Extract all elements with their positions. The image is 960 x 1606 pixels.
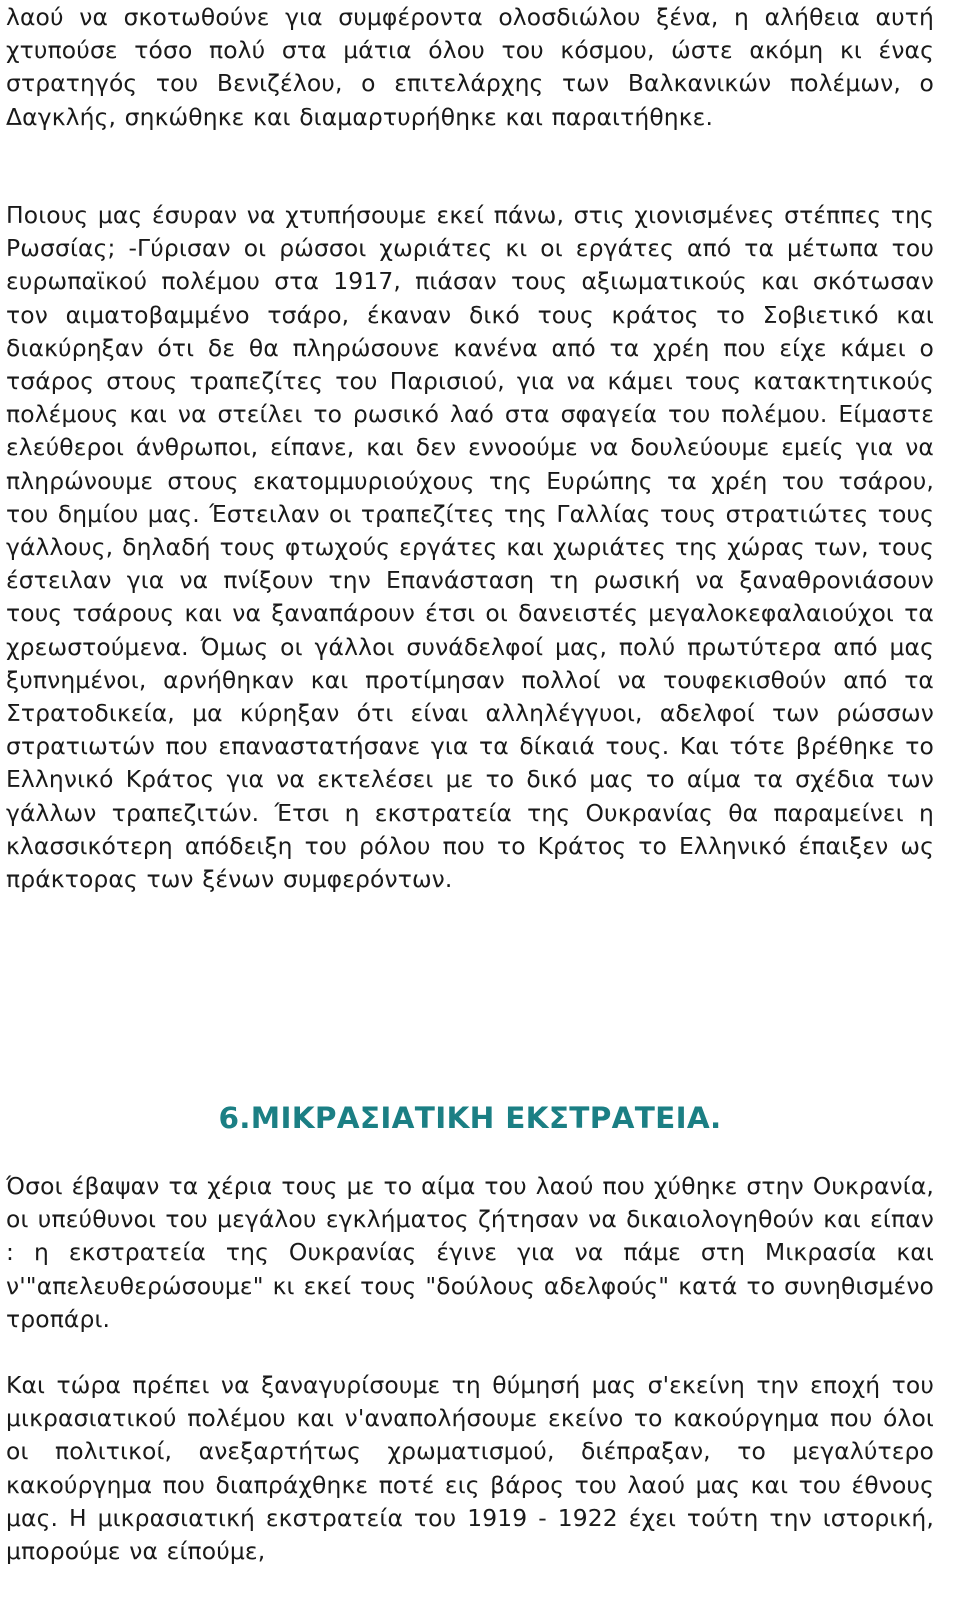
paragraph-justification: Όσοι έβαψαν τα χέρια τους με το αίμα του λαού που χύθηκε στην Ουκρανία, οι υπεύθυνοι του μεγάλου εγκλήματος ζήτησαν να δικαιολογηθούν και είπαν : η εκστρατεία της Ουκρανίας έγινε για να πάμε στη Μικρασία και ν'"απελευθερώσουμε" κι εκεί τους "δούλους αδελφούς" κατά το συνηθισμένο τροπάρι. (6, 1172, 934, 1333)
paragraph-ukraine-campaign: Ποιους μας έσυραν να χτυπήσουμε εκεί πάνω, στις χιονισμένες στέππες της Ρωσσίας; -Γύρισαν οι ρώσσοι χωριάτες κι οι εργάτες από τα μέτωπα του ευρωπαϊκού πολέμου στα 1917, πιάσαν τους αξιωματικούς και σκότωσαν τον αιματοβαμμένο τσάρο, έκαναν δικό τους κράτος το Σοβιετικό και διακύρηξαν ότι δε θα πληρώσουνε κανένα από τα χρέη που είχε κάμει ο τσάρος στους τραπεζίτες του Παρισιού, για να κάμει τους κατακτητικούς πολέμους και να στείλει το ρωσικό λαό στα σφαγεία του πολέμου. Είμαστε ελεύθεροι άνθρωποι, είπανε, και δεν εννοούμε να δουλεύουμε εμείς για να πληρώνουμε στους εκατομμυριούχους της Ευρώπης τα χρέη του τσάρου, του δημίου μας. Έστειλαν οι τραπεζίτες της Γαλλίας τους στρατιώτες τους γάλλους, δηλαδή τους φτωχούς εργάτες και χωριάτες της χώρας των, τους έστειλαν για να πνίξουν την Επανάσταση τη ρωσική να ξαναθρονιάσουν τους τσάρους και να ξαναπάρουν έτσι οι δανειστές μεγαλοκεφαλαιούχοι τα χρεωστούμενα. Όμως οι γάλλοι συνάδελφοί μας, πολύ πρωτύτερα από μας ξυπνημένοι, αρνήθηκαν και προτίμησαν πολλοί να τουφεκισθούν από τα Στρατοδικεία, μα κύρηξαν ότι είναι αλληλέγγυοι, αδελφοί των ρώσσων στρατιωτών που επαναστατήσανε για τα δίκαιά τους. Και τότε βρέθηκε το Ελληνικό Κράτος για να εκτελέσει με το δικό μας το αίμα τα σχέδια των γάλλων τραπεζιτών. Έτσι η εκστρατεία της Ουκρανίας θα παραμείνει η κλασσικότερη απόδειξη του ρόλου που το Κράτος το Ελληνικό έπαιξεν ως πράκτορας των ξένων συμφερόντων. (6, 201, 934, 894)
paragraph-asia-minor: Και τώρα πρέπει να ξαναγυρίσουμε τη θύμησή μας σ'εκείνη την εποχή του μικρασιατικού πολέμου και ν'αναπολήσουμε εκείνο το κακούργημα που όλοι οι πολιτικοί, ανεξαρτήτως χρωματισμού, διέπραξαν, το μεγαλύτερο κακούργημα που διαπράχθηκε ποτέ εις βάρος του λαού μας και του έθνους μας. Η μικρασιατική εκστρατεία του 1919 - 1922 έχει τούτη την ιστορική, μπορούμε να είπούμε, (6, 1371, 934, 1566)
section-heading: 6.ΜΙΚΡΑΣΙΑΤΙΚΗ ΕΚΣΤΡΑΤΕΙΑ. (218, 1101, 722, 1135)
paragraph-continuation: λαού να σκοτωθούνε για συμφέροντα ολοσδιώλου ξένα, η αλήθεια αυτή χτυπούσε τόσο πολύ στα μάτια όλου του κόσμου, ώστε ακόμη κι ένας στρατηγός του Βενιζέλου, ο επιτελάρχης των Βαλκανικών πολέμων, ο Δαγκλής, σηκώθηκε και διαμαρτυρήθηκε και παραιτήθηκε. (6, 3, 934, 131)
